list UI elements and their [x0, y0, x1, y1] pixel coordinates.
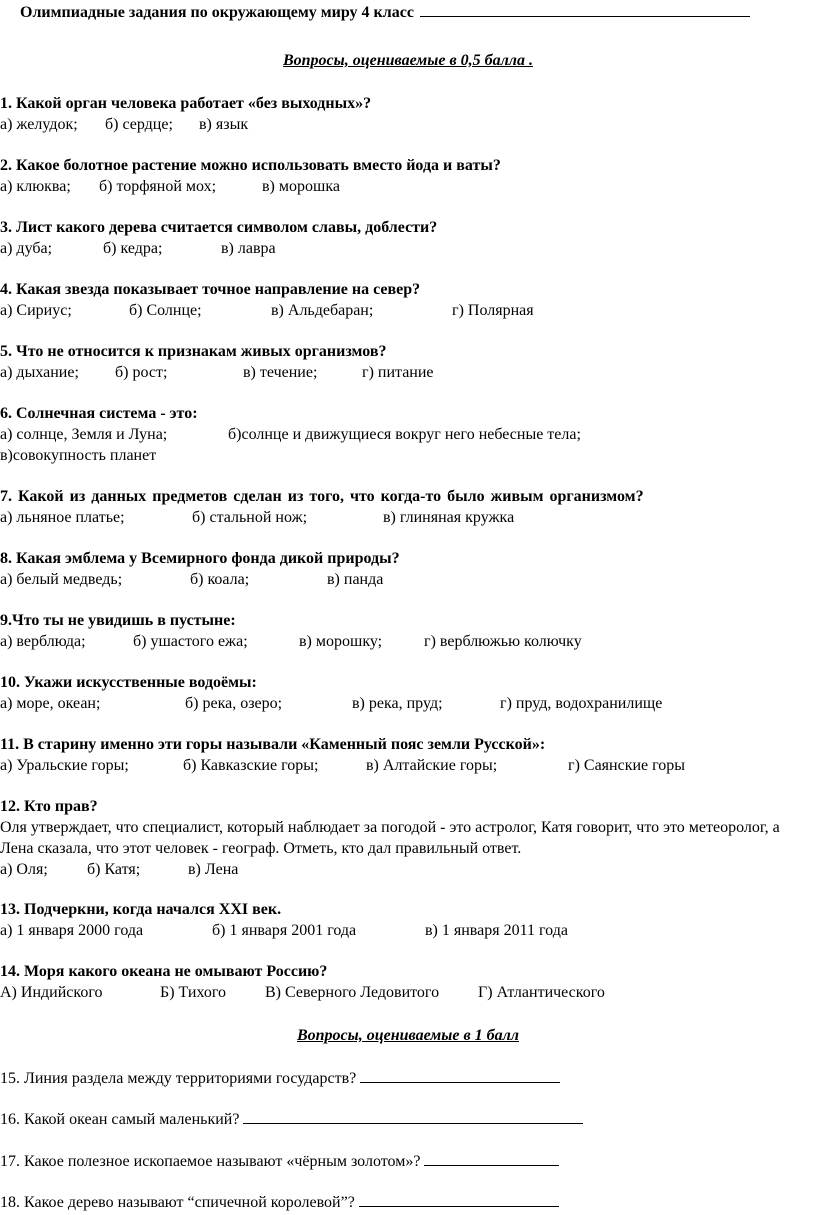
- answer-option: в)совокупность планет: [0, 447, 157, 464]
- question-10: [0, 672, 800, 714]
- section-heading-half-point: Вопросы, оцениваемые в 0,5 балла .: [282, 52, 533, 69]
- answer-option: в) Альдебаран;: [271, 302, 374, 319]
- answer-option: б) коала;: [190, 571, 250, 588]
- answer-option: б) кедра;: [103, 240, 163, 257]
- answer-option: а) Сириус;: [0, 302, 72, 319]
- answer-option: б) Кавказские горы;: [183, 757, 319, 774]
- answer-option: Б) Тихого: [160, 984, 227, 1001]
- question-5: [0, 341, 800, 383]
- answer-option: а) солнце, Земля и Луна;: [0, 426, 168, 443]
- answer-option: б) сердце;: [105, 116, 173, 133]
- question-9: [0, 610, 800, 652]
- answer-option: г) питание: [362, 364, 434, 381]
- question-7: [0, 486, 800, 528]
- answer-option: а) белый медведь;: [0, 571, 123, 588]
- answer-options: [0, 859, 800, 880]
- question-text: 10. Укажи искусственные водоёмы:: [0, 674, 257, 691]
- question-text: 5. Что не относится к признакам живых организмов?: [0, 343, 387, 360]
- answer-option: а) Оля;: [0, 861, 48, 878]
- answer-options: [0, 424, 800, 445]
- answer-option: г) пруд, водохранилище: [500, 695, 663, 712]
- question-2: [0, 155, 800, 197]
- answer-options: [0, 176, 800, 197]
- question-body: Оля утверждает, что специалист, который наблюдает за погодой - это астролог, Катя говорит, что это метеоролог, а Лена сказала, что этот человек - географ. Отметь, кто дал правильный ответ.: [0, 819, 780, 857]
- answer-option: В) Северного Ледовитого: [265, 984, 440, 1001]
- answer-option: б) ушастого ежа;: [133, 633, 248, 650]
- question-3: [0, 217, 800, 259]
- question-text: 13. Подчеркни, когда начался XXI век.: [0, 901, 282, 918]
- question-8: [0, 548, 800, 590]
- section-heading-one-point: Вопросы, оцениваемые в 1 балл: [296, 1027, 519, 1044]
- answer-option: а) Уральские горы;: [0, 757, 129, 774]
- answer-option: в) глиняная кружка: [383, 509, 515, 526]
- question-text: 4. Какая звезда показывает точное направление на север?: [0, 281, 421, 298]
- answer-blank[interactable]: [424, 1151, 559, 1166]
- open-question-text: 16. Какой океан самый маленький?: [0, 1111, 240, 1128]
- question-text: 12. Кто прав?: [0, 798, 98, 815]
- answer-option: в) лавра: [221, 240, 276, 257]
- open-question-18: [0, 1192, 559, 1213]
- question-text: 11. В старину именно эти горы называли «Каменный пояс земли Русской»:: [0, 736, 546, 753]
- answer-option: в) морошку;: [299, 633, 383, 650]
- answer-option: в) морошка: [262, 178, 340, 195]
- answer-option: в) Алтайские горы;: [366, 757, 498, 774]
- page-title-text: Олимпиадные задания по окружающему миру 4 класс: [20, 4, 414, 21]
- answer-option: а) море, океан;: [0, 695, 101, 712]
- answer-option: а) дыхание;: [0, 364, 79, 381]
- answer-option: Г) Атлантического: [478, 984, 605, 1001]
- answer-option: б) река, озеро;: [185, 695, 283, 712]
- answer-option: г) верблюжью колючку: [424, 633, 582, 650]
- answer-options: [0, 920, 800, 941]
- answer-option: б) стальной нож;: [192, 509, 308, 526]
- answer-option: б) торфяной мох;: [99, 178, 217, 195]
- answer-blank[interactable]: [243, 1109, 583, 1124]
- answer-option: б) Солнце;: [129, 302, 202, 319]
- open-question-17: [0, 1151, 559, 1172]
- answer-option: в) Лена: [188, 861, 239, 878]
- answer-option: г) Саянские горы: [568, 757, 686, 774]
- answer-option: б)солнце и движущиеся вокруг него небесные тела;: [228, 426, 581, 443]
- answer-option: в) панда: [327, 571, 384, 588]
- answer-option: а) желудок;: [0, 116, 78, 133]
- answer-options-continued: [0, 445, 800, 466]
- answer-options: [0, 755, 800, 776]
- question-4: [0, 279, 800, 321]
- question-text: 14. Моря какого океана не омывают Россию?: [0, 963, 328, 980]
- answer-option: а) льняное платье;: [0, 509, 125, 526]
- answer-option: а) 1 января 2000 года: [0, 922, 144, 939]
- page-title: [20, 2, 750, 23]
- question-14: [0, 961, 800, 1003]
- answer-blank[interactable]: [360, 1068, 560, 1083]
- question-text: 9.Что ты не увидишь в пустыне:: [0, 612, 236, 629]
- answer-option: А) Индийского: [0, 984, 103, 1001]
- open-question-15: [0, 1068, 560, 1089]
- question-text: 2. Какое болотное растение можно использовать вместо йода и ваты?: [0, 157, 501, 174]
- answer-option: а) дуба;: [0, 240, 53, 257]
- answer-options: [0, 982, 800, 1003]
- answer-option: б) Катя;: [87, 861, 141, 878]
- question-12: [0, 796, 800, 880]
- open-question-16: [0, 1109, 583, 1130]
- answer-options: [0, 114, 800, 135]
- answer-options: [0, 693, 800, 714]
- answer-blank[interactable]: [359, 1192, 559, 1207]
- question-text: 7. Какой из данных предметов сделан из того, что когда-то было живым организмом?: [0, 488, 644, 505]
- answer-option: а) верблюда;: [0, 633, 86, 650]
- answer-option: в) 1 января 2011 года: [425, 922, 568, 939]
- answer-options: [0, 362, 800, 383]
- open-question-text: 15. Линия раздела между территориями государств?: [0, 1070, 357, 1087]
- question-13: [0, 899, 800, 941]
- title-blank-line: [420, 4, 750, 17]
- answer-option: г) Полярная: [452, 302, 534, 319]
- question-text: 1. Какой орган человека работает «без выходных»?: [0, 95, 372, 112]
- question-1: [0, 93, 800, 135]
- answer-option: в) река, пруд;: [352, 695, 443, 712]
- question-11: [0, 734, 800, 776]
- open-question-text: 17. Какое полезное ископаемое называют «чёрным золотом»?: [0, 1153, 421, 1170]
- answer-options: [0, 238, 800, 259]
- question-text: 8. Какая эмблема у Всемирного фонда дикой природы?: [0, 550, 400, 567]
- answer-option: б) 1 января 2001 года: [212, 922, 357, 939]
- open-question-text: 18. Какое дерево называют “спичечной королевой”?: [0, 1194, 355, 1211]
- question-text: 3. Лист какого дерева считается символом славы, доблести?: [0, 219, 438, 236]
- answer-options: [0, 631, 800, 652]
- answer-option: б) рост;: [115, 364, 168, 381]
- answer-option: в) язык: [199, 116, 249, 133]
- answer-option: в) течение;: [243, 364, 318, 381]
- question-text: 6. Солнечная система - это:: [0, 405, 198, 422]
- answer-options: [0, 507, 800, 528]
- answer-option: а) клюква;: [0, 178, 71, 195]
- answer-options: [0, 569, 800, 590]
- question-6: [0, 403, 800, 466]
- answer-options: [0, 300, 800, 321]
